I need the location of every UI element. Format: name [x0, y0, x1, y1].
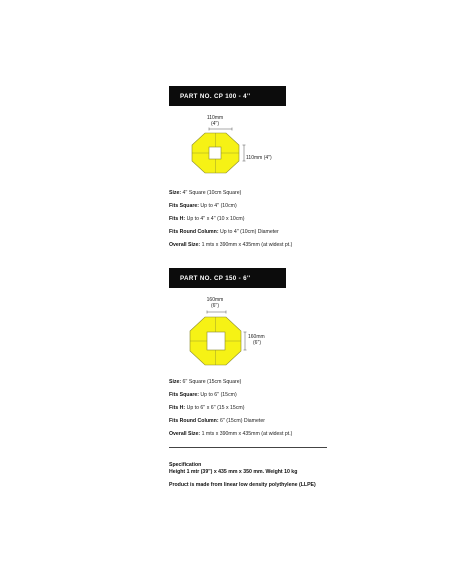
spec-label: Fits Square: [169, 203, 199, 209]
spec-label: Size: [169, 379, 182, 385]
spec-fits-h [169, 405, 244, 411]
material-note: Product is made from linear low density polythylene (LLPE) [169, 482, 316, 488]
dimension-top-mm: 160mm [206, 297, 224, 303]
part-number-header [169, 86, 286, 106]
spec-size [169, 379, 241, 385]
dimension-side-mm: 160mm [248, 334, 265, 340]
spec-label: Fits Square: [169, 392, 199, 398]
spec-overall-size [169, 431, 292, 437]
part-number-header [169, 268, 286, 288]
spec-value: 1 mts x 390mm x 435mm (at widest pt.) [200, 242, 293, 248]
column-square-opening [209, 147, 221, 159]
dimension-top-inch: (4'') [210, 121, 220, 127]
spec-size [169, 190, 241, 196]
spec-value: Up to 4'' x 4'' (10 x 10cm) [185, 216, 245, 222]
spec-label: Size: [169, 190, 182, 196]
dimension-side-label [246, 155, 272, 161]
column-square-opening [207, 332, 225, 350]
spec-value: 6'' Square (15cm Square) [181, 379, 242, 385]
spec-value: Up to 4'' (10cm) [198, 203, 237, 209]
spec-value: Up to 6'' (15cm) [198, 392, 237, 398]
spec-fits-round-column [169, 229, 279, 235]
spec-label: Fits Round Column: [169, 229, 219, 235]
spec-value: 6'' (15cm) Diameter [218, 418, 265, 424]
spec-value: 4'' Square (10cm Square) [181, 190, 242, 196]
spec-value: Up to 4'' (10cm) Diameter [218, 229, 279, 235]
spec-label: Fits H: [169, 405, 186, 411]
spec-fits-h [169, 216, 244, 222]
section-divider [169, 447, 327, 448]
cap-octagon-diagram [188, 125, 278, 175]
specification-title: Specification [169, 462, 202, 468]
spec-fits-square [169, 392, 237, 398]
spec-label: Overall Size: [169, 242, 201, 248]
spec-label: Fits Round Column: [169, 418, 219, 424]
spec-fits-square [169, 203, 237, 209]
spec-label: Overall Size: [169, 431, 201, 437]
dimension-top-mm: 110mm [206, 115, 224, 121]
dimension-side-label [248, 334, 265, 346]
dimension-side-text: 110mm (4'') [246, 155, 272, 161]
dimension-top-inch: (6'') [210, 303, 220, 309]
spec-value: 1 mts x 390mm x 435mm (at widest pt.) [200, 431, 293, 437]
part-number-text: PART NO. CP 100 - 4'' [180, 92, 251, 100]
spec-label: Fits H: [169, 216, 186, 222]
dimension-side-inch: (6'') [253, 340, 262, 346]
specification-details: Height 1 mtr (39'') x 435 mm x 350 mm. Weight 10 kg [169, 469, 298, 475]
part-number-text: PART NO. CP 150 - 6'' [180, 274, 251, 282]
spec-fits-round-column [169, 418, 265, 424]
spec-value: Up to 6'' x 6'' (15 x 15cm) [185, 405, 245, 411]
spec-overall-size [169, 242, 292, 248]
